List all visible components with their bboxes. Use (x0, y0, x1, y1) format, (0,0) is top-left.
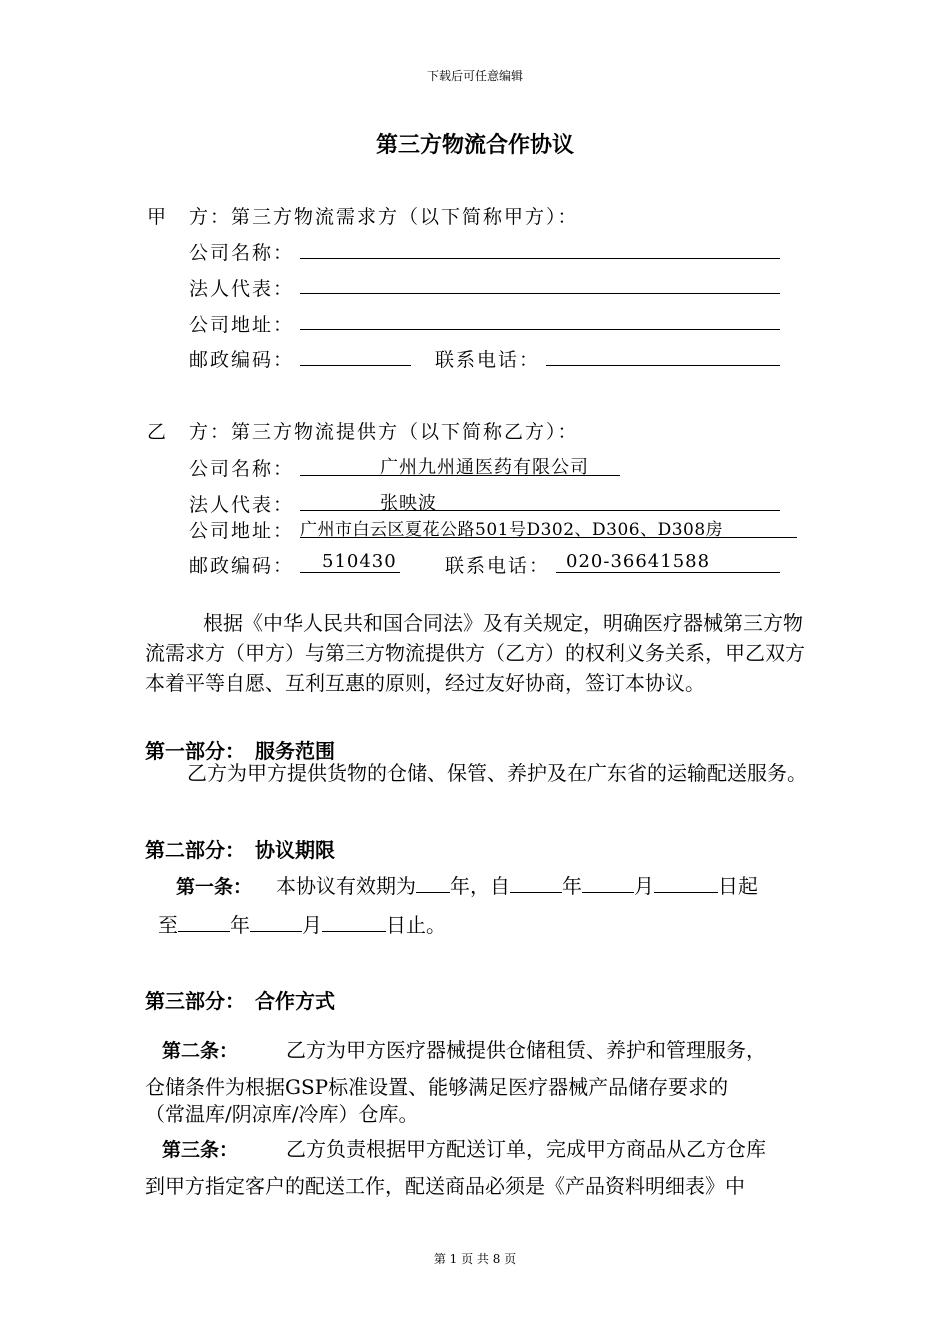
party-a-postcode-label: 邮政编码： (189, 349, 295, 371)
page-footer: 第 1 页 共 8 页 (433, 1252, 517, 1266)
article1-label: 第一条： (176, 876, 253, 898)
article1-text-c: 年 (562, 874, 583, 898)
end-day-blank[interactable] (322, 911, 386, 932)
party-b-phone-value: 020-36641588 (566, 551, 711, 572)
intro-paragraph: 根据《中华人民共和国合同法》及有关规定，明确医疗器械第三方物流需求方（甲方）与第三方物流提供方（乙方）的权利义务关系，甲乙双方本着平等自愿、互利互惠的原则，经过友好协商，签订本协议。 (145, 611, 805, 695)
party-a-phone-blank[interactable] (546, 365, 780, 366)
article1-text-a: 本协议有效期为 (276, 874, 417, 898)
article3-text-1: 乙方负责根据甲方配送订单，完成甲方商品从乙方仓库 (286, 1137, 767, 1161)
header-note: 下载后可任意编辑 (426, 69, 523, 83)
party-b-rep-value: 张映波 (380, 493, 437, 514)
article3-text-2: 到甲方指定客户的配送工作，配送商品必须是《产品资料明细表》中 (145, 1174, 745, 1198)
party-a-address-label: 公司地址： (189, 314, 295, 336)
party-a-postcode-blank[interactable] (300, 365, 411, 366)
party-a-company-blank[interactable] (300, 258, 780, 259)
party-b-company-value: 广州九州通医药有限公司 (380, 457, 589, 478)
party-b-postcode-label: 邮政编码： (189, 555, 295, 577)
article2-text-1: 乙方为甲方医疗器械提供仓储租赁、养护和管理服务， (286, 1038, 767, 1062)
article1-line1 (176, 870, 758, 899)
validity-years-blank[interactable] (416, 872, 450, 893)
party-b-address-value: 广州市白云区夏花公路501号D302、D306、D308房 (300, 520, 724, 540)
end-month-blank[interactable] (250, 911, 302, 932)
party-a-rep-blank[interactable] (300, 293, 780, 294)
party-b-company-label: 公司名称： (189, 458, 295, 480)
party-b-phone-underline (556, 572, 780, 573)
party-b-heading: 乙 方：第三方物流提供方（以下简称乙方）： (147, 421, 579, 443)
article2-label: 第二条： (162, 1040, 239, 1062)
article1-text-d: 月 (634, 874, 655, 898)
party-b-postcode-value: 510430 (322, 551, 397, 572)
party-b-rep-underline (300, 510, 780, 511)
party-a-phone-label: 联系电话： (435, 349, 541, 371)
party-b-address-label: 公司地址： (189, 520, 295, 542)
article1-text-i: 日止。 (386, 913, 446, 937)
party-b-rep-label: 法人代表： (189, 494, 295, 516)
article2-text-2: 仓储条件为根据GSP标准设置、能够满足医疗器械产品储存要求的 (145, 1075, 729, 1099)
party-a-company-label: 公司名称： (189, 242, 295, 264)
start-day-blank[interactable] (654, 872, 718, 893)
start-year-blank[interactable] (510, 872, 562, 893)
article1-line2 (158, 909, 446, 938)
party-b-postcode-underline (300, 572, 400, 573)
part1-text: 乙方为甲方提供货物的仓储、保管、养护及在广东省的运输配送服务。 (187, 761, 807, 785)
part1-heading: 第一部分： 服务范围 (145, 739, 335, 763)
article3-label: 第三条： (162, 1139, 239, 1161)
part3-heading: 第三部分： 合作方式 (145, 989, 335, 1013)
article2-line1 (162, 1034, 766, 1063)
part2-heading: 第二部分： 协议期限 (145, 838, 335, 862)
article1-text-h: 月 (302, 913, 322, 937)
end-year-blank[interactable] (178, 911, 230, 932)
party-a-heading: 甲 方：第三方物流需求方（以下简称甲方）： (147, 206, 579, 228)
start-month-blank[interactable] (582, 872, 634, 893)
page-title: 第三方物流合作协议 (375, 133, 574, 158)
article1-text-f: 至 (158, 913, 178, 937)
article1-text-g: 年 (230, 913, 250, 937)
article1-text-b: 年，自 (450, 874, 511, 898)
article2-text-3: （常温库/阴凉库/冷库）仓库。 (145, 1102, 419, 1126)
article3-line1 (162, 1133, 766, 1162)
party-a-rep-label: 法人代表： (189, 278, 295, 300)
party-a-address-blank[interactable] (300, 329, 780, 330)
party-b-phone-label: 联系电话： (445, 555, 551, 577)
article1-text-e: 日起 (718, 874, 759, 898)
